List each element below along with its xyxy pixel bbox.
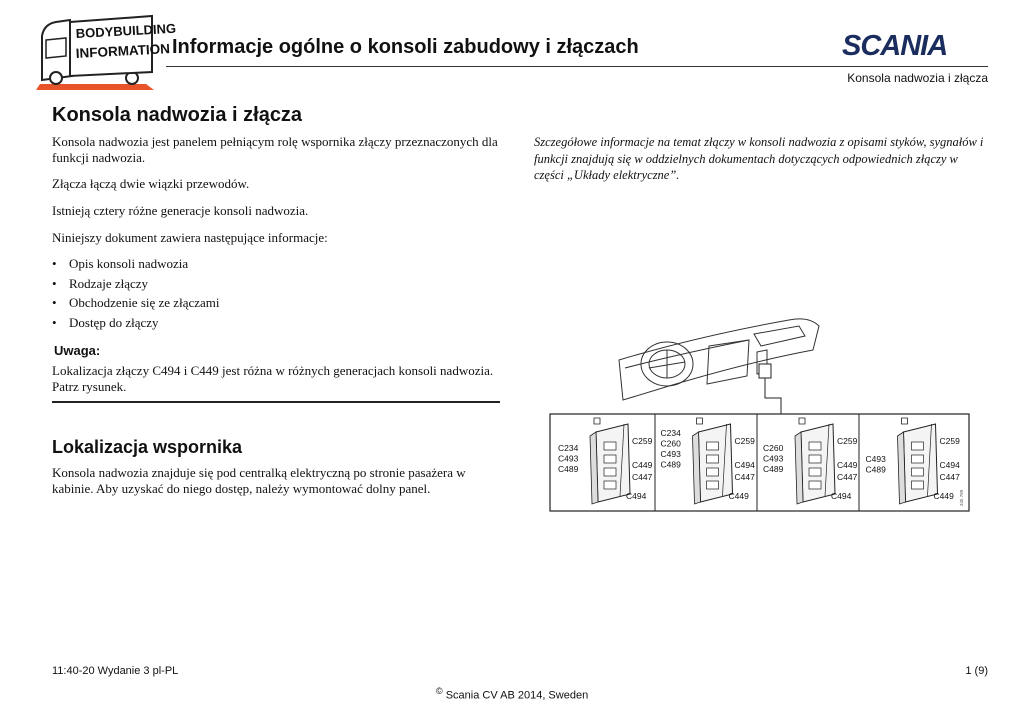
connector-label: C494 (734, 460, 755, 470)
list-item: • Rodzaje złączy (52, 275, 149, 291)
scania-brand-logo: SCANIA (842, 30, 948, 62)
note-text: Lokalizacja złączy C494 i C449 jest różna w różnych generacjach konsoli nadwozia. Patrz rysunek. (52, 363, 494, 394)
paragraph-connectors: Złącza łączą dwie wiązki przewodów. (52, 176, 250, 191)
paragraph-contents: Niniejszy dokument zawiera następujące informacje: (52, 230, 328, 245)
console-location-marker (759, 364, 771, 378)
connector-details-note: Szczegółowe informacje na temat złączy w konsoli nadwozia z opisami styków, sygnałów i funkcji znajdują się w oddzielnych dokumentach dotyczących odpowiednich złączy w części „Układy elektryczne”. (534, 135, 984, 182)
connector-label: C493 (865, 454, 886, 464)
connector-label: C447 (734, 472, 755, 482)
console-location-figure (549, 306, 970, 512)
connector-label: C489 (660, 459, 681, 470)
console-panel-2 (661, 418, 756, 504)
header-title: Informacje ogólne o konsoli zabudowy i złączach (172, 36, 639, 58)
console-panel-4 (866, 418, 961, 504)
section-title: Konsola nadwozia i złącza (52, 104, 303, 126)
connector-label: C493 (660, 449, 681, 459)
svg-text:INFORMATION: INFORMATION (75, 41, 171, 61)
subsection-title: Lokalizacja wspornika (52, 437, 243, 457)
subsection-text: Konsola nadwozia znajduje się pod centralką elektryczną po stronie pasażera w kabinie. Aby uzyskać do niego dostęp, należy wymontować dolny panel. (52, 465, 466, 496)
connector-label: C449 (837, 460, 858, 470)
connector-label: C494 (626, 491, 647, 501)
connector-label: C234 (558, 443, 579, 453)
connector-label: C447 (939, 472, 960, 482)
note-label: Uwaga: (54, 343, 101, 358)
svg-text:BODYBUILDING: BODYBUILDING (75, 20, 177, 41)
page-number: 1 (9) (965, 665, 988, 677)
connector-label: C489 (763, 464, 784, 474)
connector-label: C259 (939, 436, 960, 446)
connector-label: C489 (558, 464, 579, 474)
connector-label: C447 (632, 472, 653, 482)
section-divider (52, 401, 500, 403)
bodybuilding-information-logo (36, 14, 177, 90)
list-item: • Dostęp do złączy (52, 314, 159, 330)
connector-label: C259 (632, 436, 653, 446)
list-item: • Opis konsoli nadwozia (52, 256, 189, 271)
connector-label: C449 (933, 491, 954, 501)
connector-label: C449 (728, 491, 749, 501)
header-divider (166, 66, 988, 67)
dashboard-illustration (619, 319, 819, 400)
connector-label: C447 (837, 472, 858, 482)
connector-label: C494 (831, 491, 852, 501)
connector-label: C259 (837, 436, 858, 446)
connector-label: C493 (558, 453, 579, 464)
intro-paragraph: Konsola nadwozia jest panelem pełniącym rolę wspornika złączy przeznaczonych dla funkcji nadwozia. (52, 134, 498, 165)
console-panel-3 (763, 418, 858, 504)
connector-label: C260 (660, 438, 681, 449)
connector-label: C234 (660, 428, 681, 438)
document-issue: 11:40-20 Wydanie 3 pl-PL (52, 665, 179, 677)
list-item: • Obchodzenie się ze złączami (52, 295, 220, 310)
connector-label: C489 (865, 464, 886, 475)
figure-ref: 345 789 (959, 489, 964, 506)
copyright: © Scania CV AB 2014, Sweden (436, 686, 589, 702)
header-subtitle: Konsola nadwozia i złącza (847, 71, 988, 85)
connector-label: C449 (632, 460, 653, 470)
connector-label: C494 (939, 460, 960, 470)
contents-list (52, 254, 220, 332)
console-panel-1 (558, 418, 653, 504)
connector-label: C260 (763, 443, 784, 453)
connector-label: C493 (763, 453, 784, 464)
paragraph-generations: Istnieją cztery różne generacje konsoli nadwozia. (52, 203, 309, 218)
connector-label: C259 (734, 436, 755, 446)
